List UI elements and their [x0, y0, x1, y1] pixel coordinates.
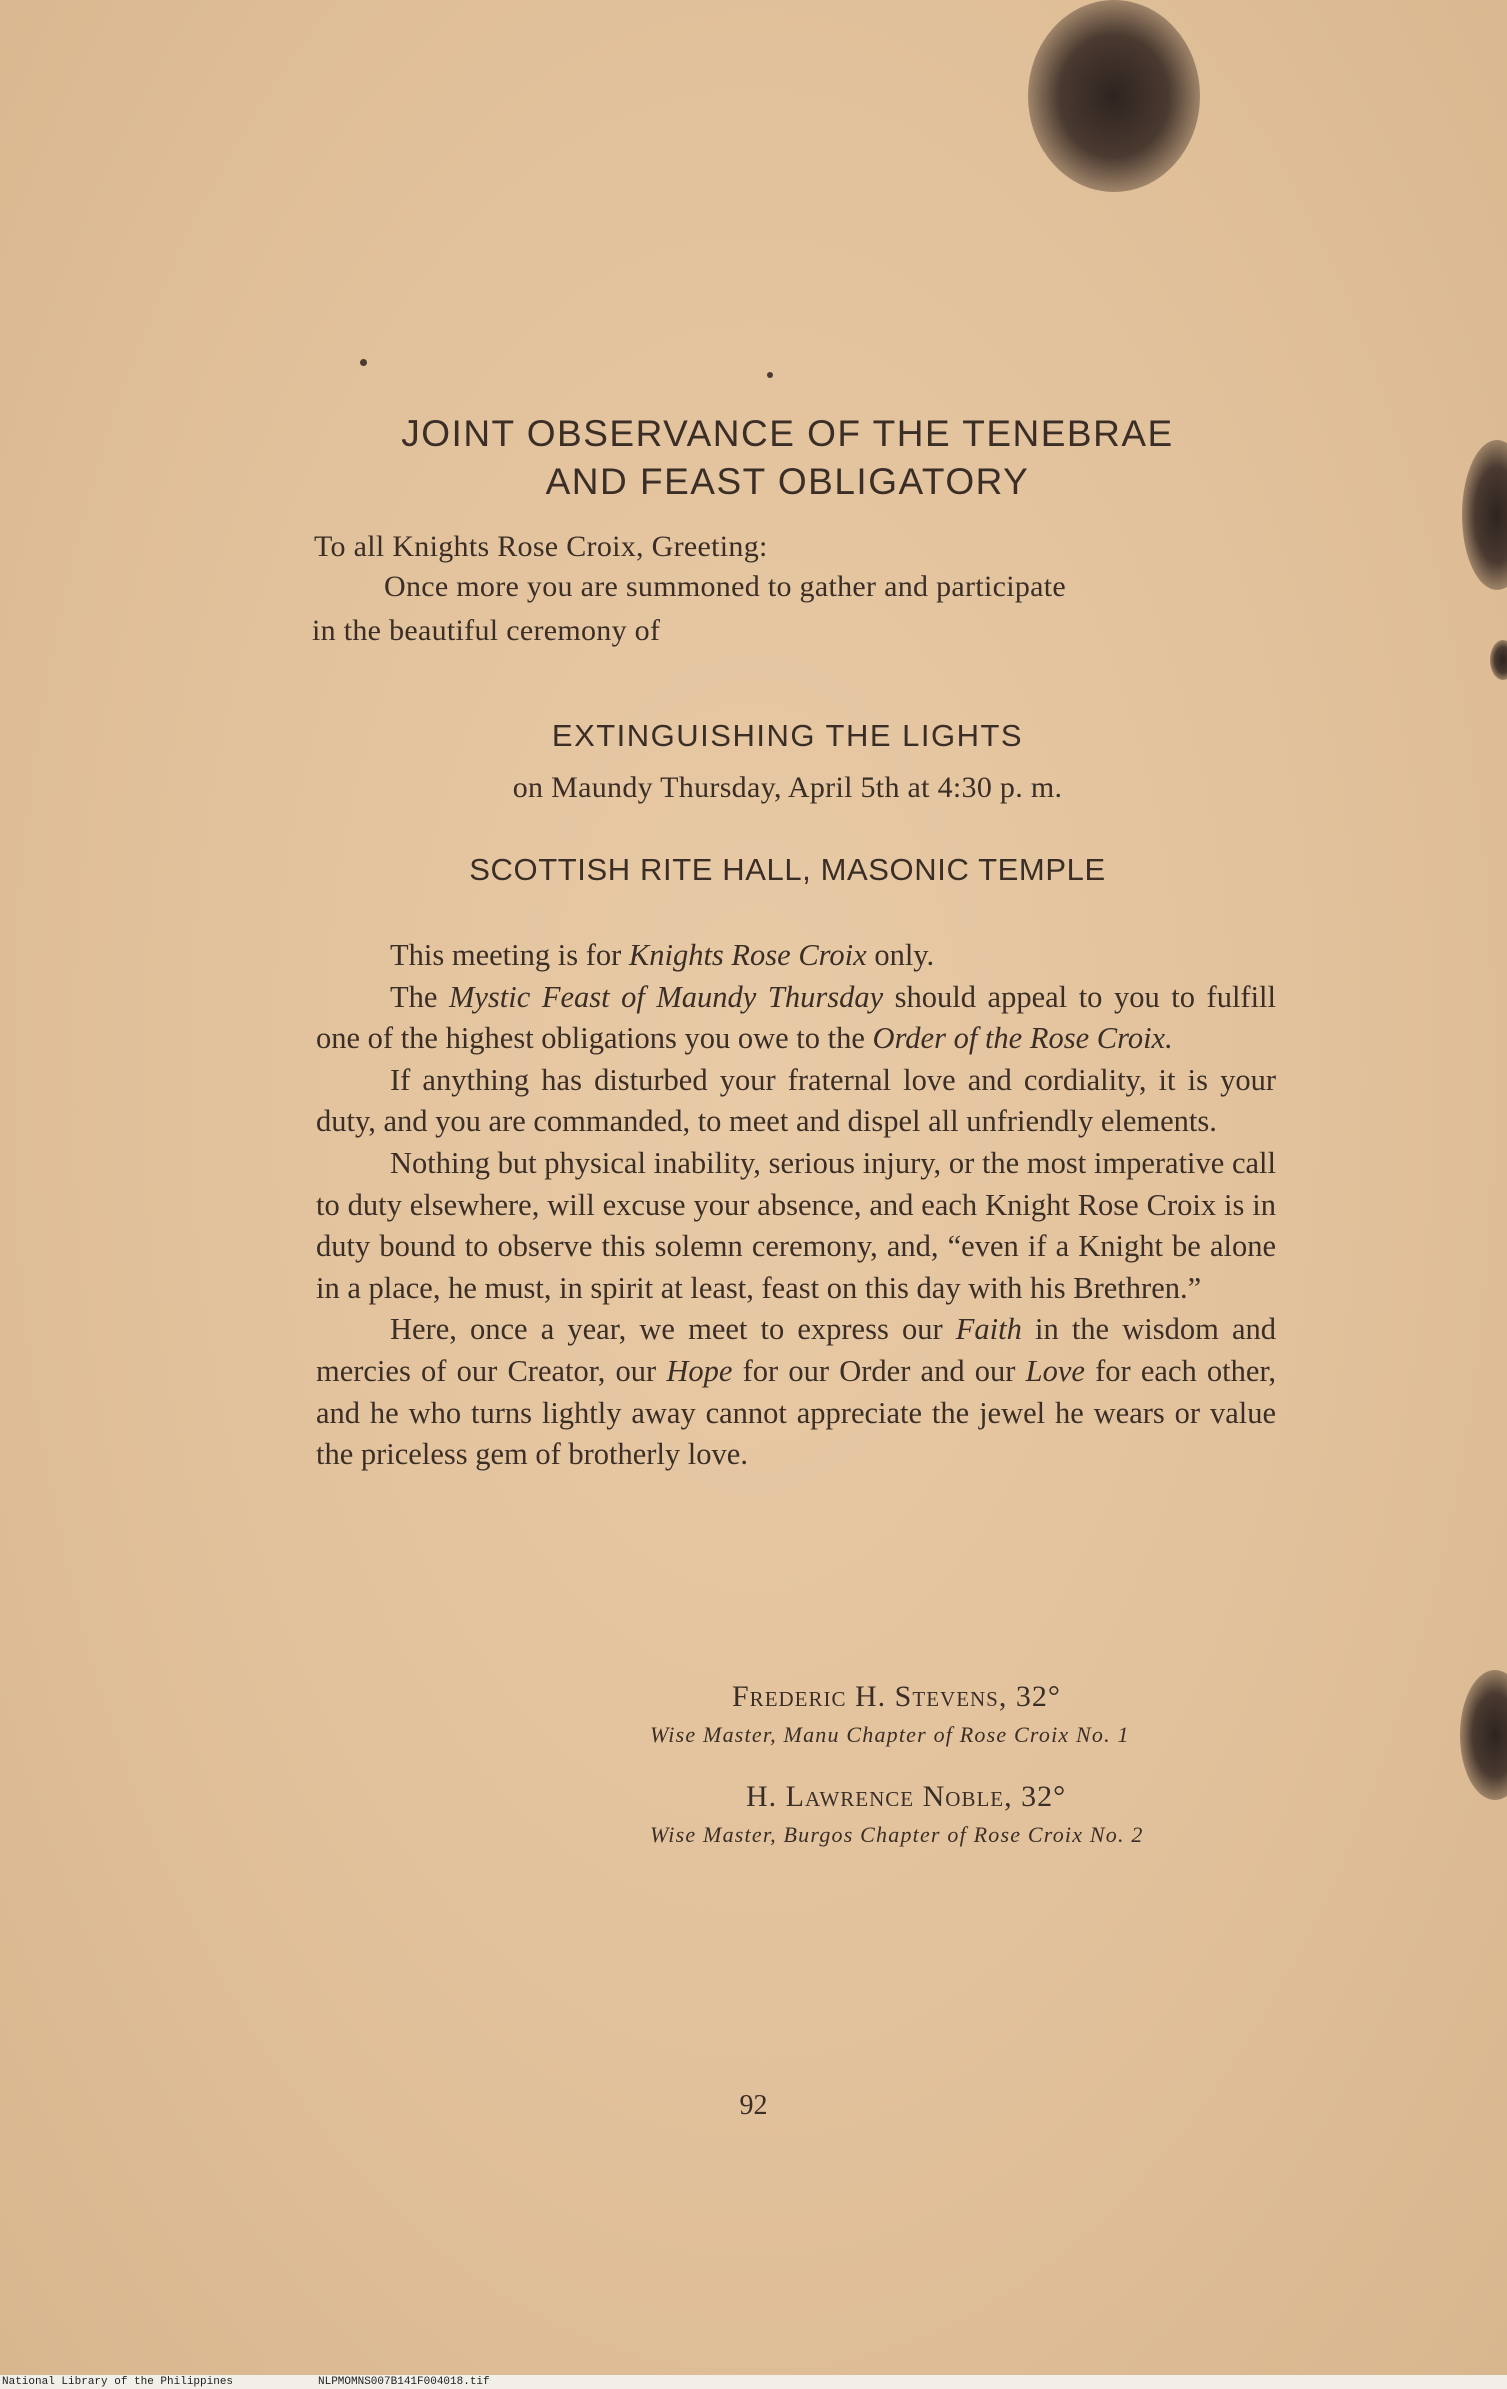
paragraph-1-italic: Knights Rose Croix — [628, 938, 867, 972]
document-title-line-1: JOINT OBSERVANCE OF THE TENEBRAE — [401, 413, 1174, 454]
document-title-line-2: AND FEAST OBLIGATORY — [545, 461, 1030, 502]
paragraph-5-text-4: for each other, and he who turns lightly away cannot appreciate the jewel he wears or value the priceless gem of brotherly love. — [316, 1353, 1277, 1472]
archive-footer — [0, 2375, 1507, 2389]
signature-2-name: H. Lawrence Noble, 32° — [746, 1780, 1067, 1813]
footer-library-name: National Library of the Philippines — [2, 2376, 234, 2388]
event-venue: SCOTTISH RITE HALL, MASONIC TEMPLE — [469, 852, 1106, 887]
signature-1-title: Wise Master, Manu Chapter of Rose Croix No. 1 — [650, 1722, 1130, 1747]
paragraph-2-middle: should appeal to you to fulfill one of the highest obligations you owe to the — [316, 979, 1276, 1056]
paragraph-5-faith: Faith — [955, 1312, 1022, 1347]
ink-stain-right-upper — [1462, 440, 1507, 590]
event-name: EXTINGUISHING THE LIGHTS — [551, 718, 1024, 753]
paragraph-5-love: Love — [1025, 1353, 1085, 1388]
page-number: 92 — [739, 2090, 768, 2121]
paragraph-2-italic-end: Order of the Rose Croix. — [872, 1021, 1173, 1056]
greeting: To all Knights Rose Croix, Greeting: — [314, 530, 768, 563]
paragraph-5-text: Here, once a year, we meet to express our — [390, 1312, 956, 1347]
paragraph-5-text-3: for our Order and our — [732, 1353, 1026, 1388]
paragraph-1-end: only. — [866, 938, 935, 972]
footer-file-name: NLPMOMNS007B141F004018.tif — [318, 2376, 490, 2388]
intro-line-2: in the beautiful ceremony of — [312, 614, 661, 647]
paragraph-1-text: This meeting is for — [390, 938, 629, 972]
paragraph-2 — [316, 977, 1276, 1060]
paragraph-4: Nothing but physical inability, serious injury, or the most imperative call to duty elsewhere, will excuse your absence, and each Knight Rose Croix is in duty bound to observe this solemn ceremony, and, “even if a Knight be alone in a place, he must, in spirit at least, feast on this day with his Brethren.” — [316, 1145, 1276, 1305]
signature-1-name: Frederic H. Stevens, 32° — [732, 1680, 1061, 1713]
signature-2-title: Wise Master, Burgos Chapter of Rose Croix No. 2 — [650, 1822, 1144, 1847]
ink-stain-right-small — [1490, 640, 1507, 680]
paragraph-3: If anything has disturbed your fraternal love and cordiality, it is your duty, and you are commanded, to meet and dispel all unfriendly elements. — [316, 1062, 1276, 1139]
intro-line-1: Once more you are summoned to gather and participate — [384, 570, 1067, 603]
paragraph-2-text: The — [390, 979, 449, 1014]
paragraph-5-text-2: in the wisdom and mercies of our Creator, our — [316, 1312, 1276, 1388]
ink-dot-left — [360, 359, 367, 366]
event-date-time: on Maundy Thursday, April 5th at 4:30 p. m. — [512, 771, 1063, 804]
paragraph-5 — [316, 1309, 1276, 1475]
ink-stain-top — [1028, 0, 1200, 192]
body-paragraphs — [316, 935, 1276, 1476]
paragraph-1 — [316, 935, 1276, 977]
paragraph-2-italic: Mystic Feast of Maundy Thursday — [448, 979, 884, 1014]
ink-stain-right-lower — [1460, 1670, 1507, 1800]
ink-dot-center — [767, 372, 773, 378]
paragraph-5-hope: Hope — [666, 1353, 733, 1388]
